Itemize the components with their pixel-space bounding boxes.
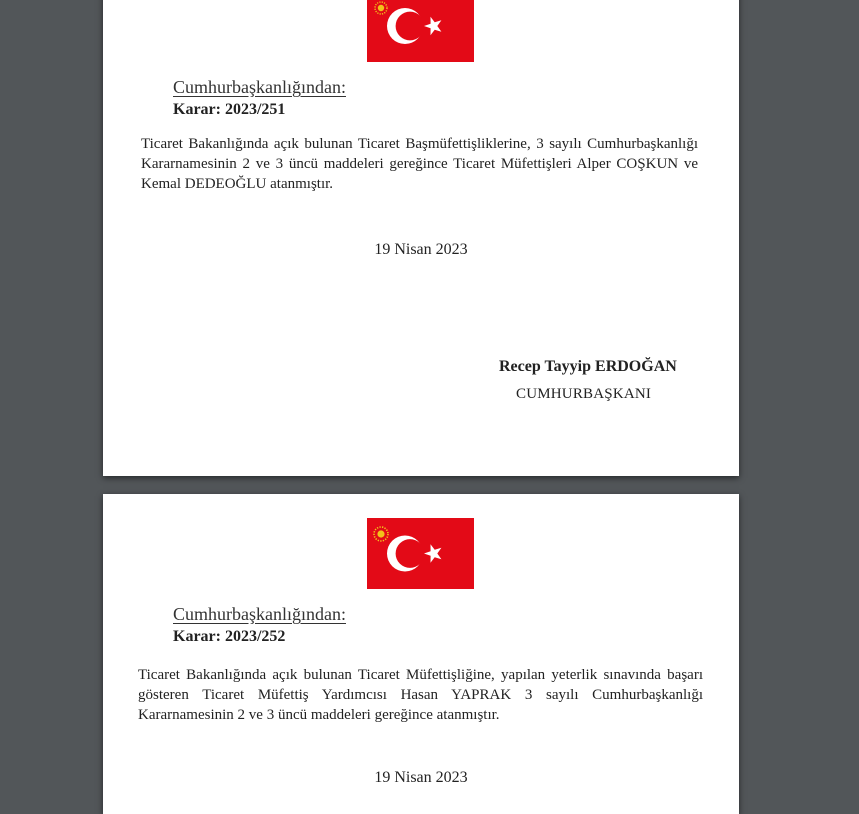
turkish-flag-icon bbox=[367, 0, 474, 62]
decree-body-text: Ticaret Bakanlığında açık bulunan Ticaret Başmüfettişliklerine, 3 sayılı Cumhurbaşkanlığı Kararnamesinin 2 ve 3 üncü maddeleri gereğince Ticaret Müfettişleri Alper COŞKUN ve Kemal DEDEOĞLU atanmıştır. bbox=[141, 136, 698, 192]
document-page-1 bbox=[103, 0, 739, 476]
decree-date: 19 Nisan 2023 bbox=[374, 769, 468, 786]
decree-number: Karar: 2023/251 bbox=[173, 101, 286, 118]
turkish-flag-icon bbox=[367, 518, 474, 589]
decree-body-text: Ticaret Bakanlığında açık bulunan Ticaret Müfettişliğine, yapılan yeterlik sınavında başarı gösteren Ticaret Müfettiş Yardımcısı Hasan YAPRAK 3 sayılı Cumhurbaşkanlığı Kararnamesinin 2 ve 3 üncü maddeleri gereğince atanmıştır. bbox=[138, 667, 703, 723]
document-page-2 bbox=[103, 494, 739, 814]
decree-date: 19 Nisan 2023 bbox=[374, 241, 468, 258]
flag-graphic bbox=[367, 518, 474, 589]
issuer-heading: Cumhurbaşkanlığından: bbox=[173, 77, 346, 97]
signatory-title: CUMHURBAŞKANI bbox=[516, 386, 652, 402]
signatory-name: Recep Tayyip ERDOĞAN bbox=[499, 358, 677, 375]
flag-graphic bbox=[367, 0, 474, 62]
issuer-heading: Cumhurbaşkanlığından: bbox=[173, 604, 346, 624]
decree-number: Karar: 2023/252 bbox=[173, 628, 286, 645]
